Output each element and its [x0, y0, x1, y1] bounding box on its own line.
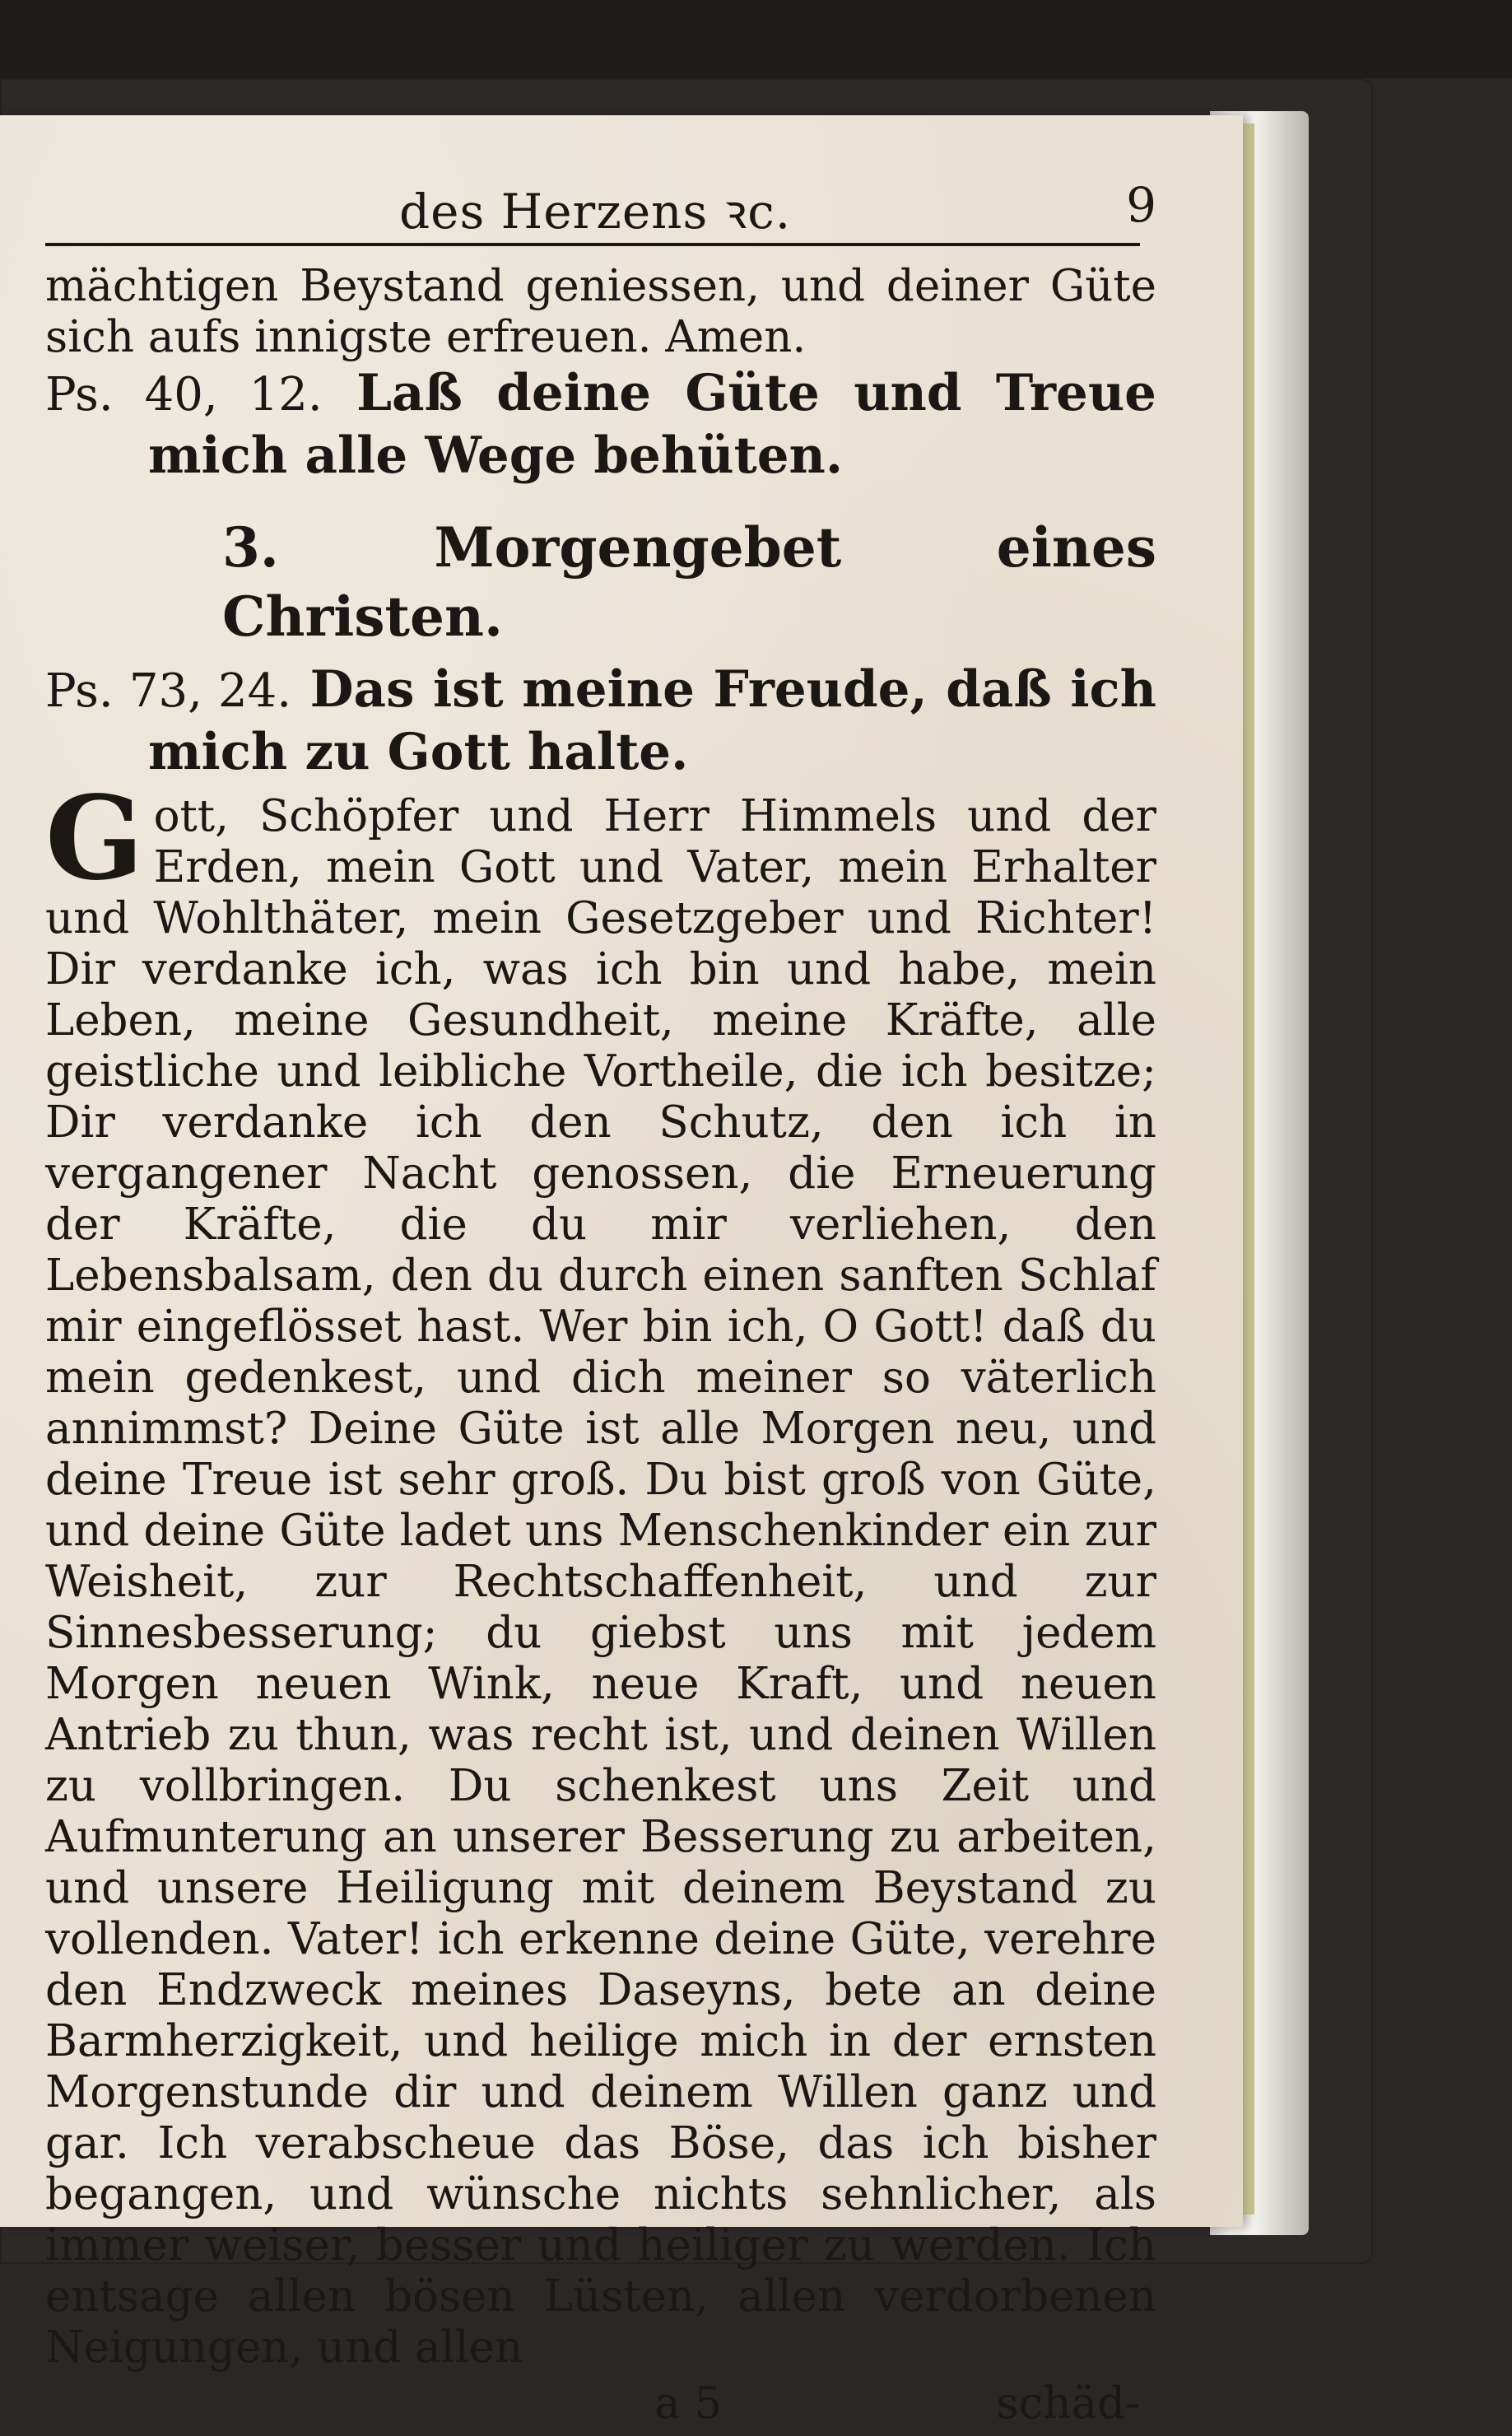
signature-mark: a 5 [654, 2378, 723, 2429]
verse-reference: Ps. 73, 24. [45, 664, 292, 718]
drop-cap-initial: G [45, 771, 144, 906]
verse-reference: Ps. 40, 12. [45, 368, 323, 422]
page-number: 9 [1126, 177, 1156, 233]
paragraph-continuation: mächtigen Beystand geniessen, und deiner Güte sich aufs innigste erfreuen. Amen. [45, 261, 1156, 362]
verse-text: Das ist meine Freude, daß ich mich zu Gott halte. [148, 660, 1156, 781]
background-top [0, 0, 1512, 78]
section-heading: 3. Morgengebet eines Christen. [222, 515, 1156, 649]
body-text [45, 261, 1156, 2373]
verse-quote-1 [45, 363, 1156, 487]
verse-quote-2 [45, 659, 1156, 783]
catchword: schäd- [996, 2378, 1140, 2429]
header-rule [45, 243, 1140, 246]
book-page [0, 115, 1243, 2429]
prayer-text [45, 771, 1156, 2373]
verse-text: Laß deine Güte und Treue mich alle Wege behüten. [148, 364, 1156, 485]
page-content [45, 169, 1156, 2436]
page-footer [45, 2378, 1156, 2436]
running-head [45, 169, 1156, 251]
prayer-body: ott, Schöpfer und Herr Himmels und der Erden, mein Gott und Vater, mein Erhalter und Wohlthäter, mein Gesetzgeber und Richter! Dir verdanke ich, was ich bin und habe, mein Leben, meine Gesundheit, meine Kräfte, alle geistliche und leibliche Vortheile, die ich besitze; Dir verdanke ich den Schutz, den ich in vergangener Nacht genossen, die Erneuerung der Kräfte, die du mir verliehen, den Lebensbalsam, den du durch einen sanften Schlaf mir eingeflösset hast. Wer bin ich, O Gott! daß du mein gedenkest, und dich meiner so väterlich annimmst? Deine Güte ist alle Morgen neu, und deine Treue ist sehr groß. Du bist groß von Güte, und deine Güte ladet uns Menschenkinder ein zur Weisheit, zur Rechtschaffenheit, und zur Sinnesbesserung; du giebst uns mit jedem Morgen neuen Wink, neue Kraft, und neuen Antrieb zu thun, was recht ist, und deinen Willen zu vollbringen. Du schenkest uns Zeit und Aufmunterung an unserer Besserung zu arbeiten, und unsere Heiligung mit deinem Beystand zu vollenden. Vater! ich erkenne deine Güte, verehre den Endzweck meines Daseyns, bete an deine Barmherzigkeit, und heilige mich in der ernsten Morgenstunde dir und deinem Willen ganz und gar. Ich verabscheue das Böse, das ich bisher begangen, und wünsche nichts sehnlicher, als immer weiser, besser und heiliger zu werden. Ich entsage allen bösen Lüsten, allen verdorbenen Neigungen, und allen [45, 791, 1156, 2373]
running-title: des Herzens ꝛc. [399, 184, 792, 240]
